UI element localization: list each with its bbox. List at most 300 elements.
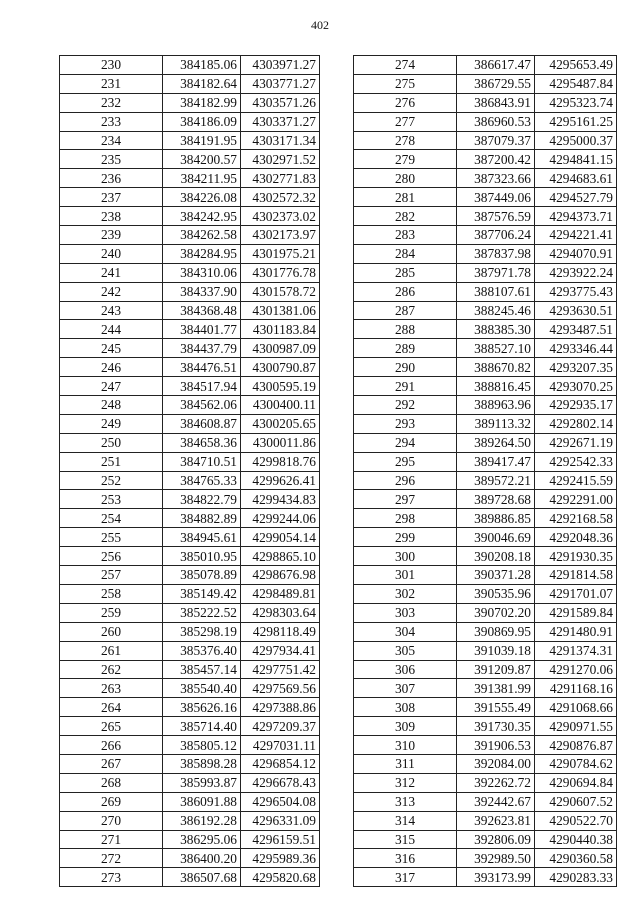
x-coordinate-cell: 387449.06: [457, 188, 535, 207]
x-coordinate-cell: 390208.18: [457, 547, 535, 566]
point-number-cell: 284: [354, 244, 457, 263]
table-row: [60, 736, 320, 755]
point-number-cell: 260: [60, 622, 163, 641]
x-coordinate-cell: 384182.99: [163, 93, 241, 112]
x-coordinate-cell: 392806.09: [457, 830, 535, 849]
y-coordinate-cell: 4292291.00: [535, 490, 617, 509]
x-coordinate-cell: 387706.24: [457, 226, 535, 245]
x-coordinate-cell: 387971.78: [457, 263, 535, 282]
table-row: [60, 849, 320, 868]
x-coordinate-cell: 384882.89: [163, 509, 241, 528]
y-coordinate-cell: 4294221.41: [535, 226, 617, 245]
x-coordinate-cell: 384562.06: [163, 396, 241, 415]
table-row: [354, 868, 617, 887]
table-row: [60, 93, 320, 112]
table-row: [60, 868, 320, 887]
y-coordinate-cell: 4301183.84: [241, 320, 320, 339]
point-number-cell: 302: [354, 584, 457, 603]
x-coordinate-cell: 384608.87: [163, 414, 241, 433]
x-coordinate-cell: 386400.20: [163, 849, 241, 868]
y-coordinate-cell: 4298489.81: [241, 584, 320, 603]
point-number-cell: 294: [354, 433, 457, 452]
x-coordinate-cell: 388670.82: [457, 358, 535, 377]
coordinates-table-left: [59, 55, 320, 887]
y-coordinate-cell: 4293775.43: [535, 282, 617, 301]
table-row: [60, 188, 320, 207]
table-row: [354, 603, 617, 622]
table-row: [354, 377, 617, 396]
x-coordinate-cell: 386617.47: [457, 56, 535, 75]
x-coordinate-cell: 384262.58: [163, 226, 241, 245]
x-coordinate-cell: 390535.96: [457, 584, 535, 603]
x-coordinate-cell: 392084.00: [457, 754, 535, 773]
table-row: [60, 207, 320, 226]
point-number-cell: 237: [60, 188, 163, 207]
point-number-cell: 232: [60, 93, 163, 112]
y-coordinate-cell: 4291701.07: [535, 584, 617, 603]
table-row: [60, 603, 320, 622]
y-coordinate-cell: 4303171.34: [241, 131, 320, 150]
y-coordinate-cell: 4302572.32: [241, 188, 320, 207]
table-row: [60, 301, 320, 320]
table-row: [354, 490, 617, 509]
x-coordinate-cell: 384337.90: [163, 282, 241, 301]
x-coordinate-cell: 384226.08: [163, 188, 241, 207]
x-coordinate-cell: 388527.10: [457, 339, 535, 358]
x-coordinate-cell: 390869.95: [457, 622, 535, 641]
point-number-cell: 252: [60, 471, 163, 490]
y-coordinate-cell: 4296678.43: [241, 773, 320, 792]
x-coordinate-cell: 392442.67: [457, 792, 535, 811]
table-row: [354, 93, 617, 112]
x-coordinate-cell: 388963.96: [457, 396, 535, 415]
x-coordinate-cell: 385222.52: [163, 603, 241, 622]
y-coordinate-cell: 4293922.24: [535, 263, 617, 282]
x-coordinate-cell: 387079.37: [457, 131, 535, 150]
point-number-cell: 279: [354, 150, 457, 169]
y-coordinate-cell: 4298303.64: [241, 603, 320, 622]
y-coordinate-cell: 4302971.52: [241, 150, 320, 169]
table-row: [60, 622, 320, 641]
table-row: [354, 452, 617, 471]
y-coordinate-cell: 4301776.78: [241, 263, 320, 282]
table-row: [354, 320, 617, 339]
x-coordinate-cell: 386192.28: [163, 811, 241, 830]
table-row: [60, 811, 320, 830]
x-coordinate-cell: 385714.40: [163, 717, 241, 736]
x-coordinate-cell: 392623.81: [457, 811, 535, 830]
x-coordinate-cell: 387200.42: [457, 150, 535, 169]
y-coordinate-cell: 4292048.36: [535, 528, 617, 547]
y-coordinate-cell: 4295820.68: [241, 868, 320, 887]
point-number-cell: 277: [354, 112, 457, 131]
x-coordinate-cell: 386507.68: [163, 868, 241, 887]
point-number-cell: 278: [354, 131, 457, 150]
table-row: [354, 773, 617, 792]
table-row: [354, 282, 617, 301]
table-row: [60, 339, 320, 358]
point-number-cell: 275: [354, 74, 457, 93]
table-row: [354, 754, 617, 773]
y-coordinate-cell: 4292542.33: [535, 452, 617, 471]
x-coordinate-cell: 384945.61: [163, 528, 241, 547]
table-row: [354, 641, 617, 660]
y-coordinate-cell: 4293487.51: [535, 320, 617, 339]
table-row: [354, 811, 617, 830]
point-number-cell: 272: [60, 849, 163, 868]
point-number-cell: 247: [60, 377, 163, 396]
x-coordinate-cell: 391381.99: [457, 679, 535, 698]
y-coordinate-cell: 4290876.87: [535, 736, 617, 755]
y-coordinate-cell: 4296159.51: [241, 830, 320, 849]
point-number-cell: 298: [354, 509, 457, 528]
y-coordinate-cell: 4290283.33: [535, 868, 617, 887]
x-coordinate-cell: 384765.33: [163, 471, 241, 490]
table-row: [354, 830, 617, 849]
table-row: [60, 584, 320, 603]
y-coordinate-cell: 4294683.61: [535, 169, 617, 188]
table-row: [60, 433, 320, 452]
y-coordinate-cell: 4303771.27: [241, 74, 320, 93]
y-coordinate-cell: 4303371.27: [241, 112, 320, 131]
x-coordinate-cell: 384242.95: [163, 207, 241, 226]
x-coordinate-cell: 390046.69: [457, 528, 535, 547]
point-number-cell: 285: [354, 263, 457, 282]
point-number-cell: 293: [354, 414, 457, 433]
point-number-cell: 317: [354, 868, 457, 887]
point-number-cell: 240: [60, 244, 163, 263]
x-coordinate-cell: 384517.94: [163, 377, 241, 396]
table-row: [354, 56, 617, 75]
table-row: [354, 792, 617, 811]
y-coordinate-cell: 4299818.76: [241, 452, 320, 471]
table-row: [354, 547, 617, 566]
table-row: [354, 660, 617, 679]
x-coordinate-cell: 388385.30: [457, 320, 535, 339]
table-row: [354, 584, 617, 603]
y-coordinate-cell: 4290522.70: [535, 811, 617, 830]
point-number-cell: 235: [60, 150, 163, 169]
point-number-cell: 267: [60, 754, 163, 773]
point-number-cell: 288: [354, 320, 457, 339]
y-coordinate-cell: 4298118.49: [241, 622, 320, 641]
x-coordinate-cell: 384658.36: [163, 433, 241, 452]
x-coordinate-cell: 385898.28: [163, 754, 241, 773]
page-number: 402: [311, 18, 329, 32]
table-row: [354, 414, 617, 433]
table-row: [60, 792, 320, 811]
y-coordinate-cell: 4294070.91: [535, 244, 617, 263]
y-coordinate-cell: 4292802.14: [535, 414, 617, 433]
y-coordinate-cell: 4292671.19: [535, 433, 617, 452]
y-coordinate-cell: 4291168.16: [535, 679, 617, 698]
x-coordinate-cell: 384284.95: [163, 244, 241, 263]
x-coordinate-cell: 389572.21: [457, 471, 535, 490]
y-coordinate-cell: 4302173.97: [241, 226, 320, 245]
y-coordinate-cell: 4294841.15: [535, 150, 617, 169]
x-coordinate-cell: 391555.49: [457, 698, 535, 717]
y-coordinate-cell: 4299626.41: [241, 471, 320, 490]
point-number-cell: 280: [354, 169, 457, 188]
y-coordinate-cell: 4295161.25: [535, 112, 617, 131]
x-coordinate-cell: 384185.06: [163, 56, 241, 75]
x-coordinate-cell: 387323.66: [457, 169, 535, 188]
table-row: [354, 169, 617, 188]
x-coordinate-cell: 386295.06: [163, 830, 241, 849]
point-number-cell: 315: [354, 830, 457, 849]
point-number-cell: 289: [354, 339, 457, 358]
point-number-cell: 314: [354, 811, 457, 830]
y-coordinate-cell: 4300400.11: [241, 396, 320, 415]
x-coordinate-cell: 389886.85: [457, 509, 535, 528]
point-number-cell: 238: [60, 207, 163, 226]
y-coordinate-cell: 4295989.36: [241, 849, 320, 868]
point-number-cell: 265: [60, 717, 163, 736]
x-coordinate-cell: 384211.95: [163, 169, 241, 188]
point-number-cell: 304: [354, 622, 457, 641]
table-row: [354, 698, 617, 717]
point-number-cell: 273: [60, 868, 163, 887]
table-row: [354, 226, 617, 245]
point-number-cell: 310: [354, 736, 457, 755]
point-number-cell: 250: [60, 433, 163, 452]
table-row: [60, 490, 320, 509]
x-coordinate-cell: 384822.79: [163, 490, 241, 509]
table-row: [60, 566, 320, 585]
point-number-cell: 281: [354, 188, 457, 207]
table-row: [60, 396, 320, 415]
table-row: [354, 301, 617, 320]
x-coordinate-cell: 385149.42: [163, 584, 241, 603]
table-row: [60, 641, 320, 660]
x-coordinate-cell: 384186.09: [163, 112, 241, 131]
point-number-cell: 300: [354, 547, 457, 566]
x-coordinate-cell: 389417.47: [457, 452, 535, 471]
point-number-cell: 312: [354, 773, 457, 792]
point-number-cell: 259: [60, 603, 163, 622]
x-coordinate-cell: 387837.98: [457, 244, 535, 263]
table-row: [354, 244, 617, 263]
y-coordinate-cell: 4291270.06: [535, 660, 617, 679]
table-row: [60, 660, 320, 679]
y-coordinate-cell: 4301381.06: [241, 301, 320, 320]
y-coordinate-cell: 4297388.86: [241, 698, 320, 717]
x-coordinate-cell: 391039.18: [457, 641, 535, 660]
table-row: [354, 150, 617, 169]
table-row: [354, 263, 617, 282]
x-coordinate-cell: 392989.50: [457, 849, 535, 868]
y-coordinate-cell: 4298676.98: [241, 566, 320, 585]
table-row: [354, 74, 617, 93]
point-number-cell: 282: [354, 207, 457, 226]
x-coordinate-cell: 386091.88: [163, 792, 241, 811]
y-coordinate-cell: 4303971.27: [241, 56, 320, 75]
y-coordinate-cell: 4290784.62: [535, 754, 617, 773]
table-row: [354, 207, 617, 226]
table-row: [60, 150, 320, 169]
y-coordinate-cell: 4300987.09: [241, 339, 320, 358]
point-number-cell: 316: [354, 849, 457, 868]
coordinates-table-right: [353, 55, 617, 887]
table-row: [354, 396, 617, 415]
y-coordinate-cell: 4290440.38: [535, 830, 617, 849]
table-row: [354, 339, 617, 358]
point-number-cell: 257: [60, 566, 163, 585]
y-coordinate-cell: 4297751.42: [241, 660, 320, 679]
point-number-cell: 271: [60, 830, 163, 849]
point-number-cell: 307: [354, 679, 457, 698]
table-row: [354, 358, 617, 377]
point-number-cell: 270: [60, 811, 163, 830]
y-coordinate-cell: 4295323.74: [535, 93, 617, 112]
x-coordinate-cell: 388816.45: [457, 377, 535, 396]
table-row: [354, 433, 617, 452]
point-number-cell: 244: [60, 320, 163, 339]
y-coordinate-cell: 4291589.84: [535, 603, 617, 622]
table-row: [354, 736, 617, 755]
y-coordinate-cell: 4301578.72: [241, 282, 320, 301]
x-coordinate-cell: 385078.89: [163, 566, 241, 585]
point-number-cell: 299: [354, 528, 457, 547]
y-coordinate-cell: 4297934.41: [241, 641, 320, 660]
x-coordinate-cell: 392262.72: [457, 773, 535, 792]
x-coordinate-cell: 388245.46: [457, 301, 535, 320]
x-coordinate-cell: 384182.64: [163, 74, 241, 93]
y-coordinate-cell: 4296331.09: [241, 811, 320, 830]
y-coordinate-cell: 4291814.58: [535, 566, 617, 585]
table-row: [60, 282, 320, 301]
point-number-cell: 246: [60, 358, 163, 377]
point-number-cell: 245: [60, 339, 163, 358]
table-row: [60, 679, 320, 698]
point-number-cell: 313: [354, 792, 457, 811]
y-coordinate-cell: 4293346.44: [535, 339, 617, 358]
table-row: [354, 849, 617, 868]
y-coordinate-cell: 4290360.58: [535, 849, 617, 868]
point-number-cell: 262: [60, 660, 163, 679]
x-coordinate-cell: 385010.95: [163, 547, 241, 566]
point-number-cell: 251: [60, 452, 163, 471]
point-number-cell: 274: [354, 56, 457, 75]
point-number-cell: 297: [354, 490, 457, 509]
table-row: [60, 358, 320, 377]
x-coordinate-cell: 391906.53: [457, 736, 535, 755]
y-coordinate-cell: 4300595.19: [241, 377, 320, 396]
y-coordinate-cell: 4296504.08: [241, 792, 320, 811]
point-number-cell: 263: [60, 679, 163, 698]
table-row: [60, 528, 320, 547]
y-coordinate-cell: 4295653.49: [535, 56, 617, 75]
point-number-cell: 261: [60, 641, 163, 660]
y-coordinate-cell: 4296854.12: [241, 754, 320, 773]
point-number-cell: 276: [354, 93, 457, 112]
x-coordinate-cell: 391730.35: [457, 717, 535, 736]
x-coordinate-cell: 386843.91: [457, 93, 535, 112]
table-row: [354, 471, 617, 490]
table-row: [60, 320, 320, 339]
point-number-cell: 266: [60, 736, 163, 755]
point-number-cell: 241: [60, 263, 163, 282]
point-number-cell: 230: [60, 56, 163, 75]
table-row: [60, 754, 320, 773]
y-coordinate-cell: 4300205.65: [241, 414, 320, 433]
y-coordinate-cell: 4291930.35: [535, 547, 617, 566]
table-row: [354, 131, 617, 150]
table-row: [60, 377, 320, 396]
table-row: [354, 509, 617, 528]
point-number-cell: 248: [60, 396, 163, 415]
y-coordinate-cell: 4290694.84: [535, 773, 617, 792]
point-number-cell: 309: [354, 717, 457, 736]
point-number-cell: 234: [60, 131, 163, 150]
y-coordinate-cell: 4292935.17: [535, 396, 617, 415]
point-number-cell: 303: [354, 603, 457, 622]
x-coordinate-cell: 384310.06: [163, 263, 241, 282]
table-row: [60, 131, 320, 150]
point-number-cell: 290: [354, 358, 457, 377]
point-number-cell: 233: [60, 112, 163, 131]
x-coordinate-cell: 386729.55: [457, 74, 535, 93]
x-coordinate-cell: 387576.59: [457, 207, 535, 226]
table-row: [60, 717, 320, 736]
point-number-cell: 255: [60, 528, 163, 547]
x-coordinate-cell: 390702.20: [457, 603, 535, 622]
table-row: [60, 74, 320, 93]
y-coordinate-cell: 4301975.21: [241, 244, 320, 263]
point-number-cell: 291: [354, 377, 457, 396]
table-row: [60, 414, 320, 433]
table-row: [60, 263, 320, 282]
point-number-cell: 231: [60, 74, 163, 93]
point-number-cell: 236: [60, 169, 163, 188]
point-number-cell: 296: [354, 471, 457, 490]
x-coordinate-cell: 390371.28: [457, 566, 535, 585]
table-row: [60, 244, 320, 263]
y-coordinate-cell: 4294527.79: [535, 188, 617, 207]
point-number-cell: 256: [60, 547, 163, 566]
table-row: [354, 566, 617, 585]
table-row: [60, 547, 320, 566]
table-row: [60, 452, 320, 471]
x-coordinate-cell: 389113.32: [457, 414, 535, 433]
x-coordinate-cell: 384437.79: [163, 339, 241, 358]
point-number-cell: 311: [354, 754, 457, 773]
x-coordinate-cell: 384476.51: [163, 358, 241, 377]
table-row: [60, 169, 320, 188]
table-row: [354, 679, 617, 698]
x-coordinate-cell: 385626.16: [163, 698, 241, 717]
x-coordinate-cell: 385457.14: [163, 660, 241, 679]
table-row: [354, 188, 617, 207]
x-coordinate-cell: 393173.99: [457, 868, 535, 887]
point-number-cell: 292: [354, 396, 457, 415]
x-coordinate-cell: 388107.61: [457, 282, 535, 301]
table-row: [60, 773, 320, 792]
point-number-cell: 253: [60, 490, 163, 509]
x-coordinate-cell: 384191.95: [163, 131, 241, 150]
table-row: [60, 56, 320, 75]
y-coordinate-cell: 4295000.37: [535, 131, 617, 150]
table-row: [60, 509, 320, 528]
point-number-cell: 258: [60, 584, 163, 603]
y-coordinate-cell: 4297569.56: [241, 679, 320, 698]
y-coordinate-cell: 4291374.31: [535, 641, 617, 660]
table-row: [354, 112, 617, 131]
y-coordinate-cell: 4295487.84: [535, 74, 617, 93]
point-number-cell: 264: [60, 698, 163, 717]
point-number-cell: 243: [60, 301, 163, 320]
x-coordinate-cell: 386960.53: [457, 112, 535, 131]
